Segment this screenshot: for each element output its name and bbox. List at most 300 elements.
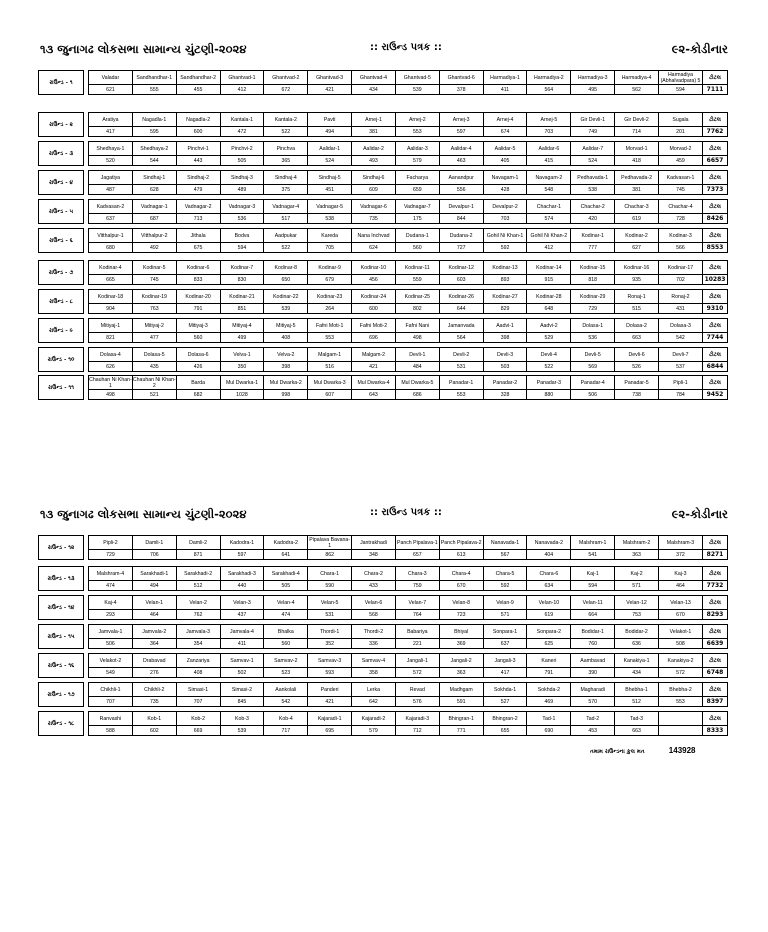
booth-name: Dolasa-6 <box>176 348 220 362</box>
booth-name: Kodinar-15 <box>571 261 615 275</box>
booth-votes: 352 <box>308 639 352 649</box>
booth-name: Revad <box>395 683 439 697</box>
booth-name: Kodinar-7 <box>220 261 264 275</box>
booth-name: Sokhda-2 <box>527 683 571 697</box>
booth-name: Pipli-2 <box>89 536 133 550</box>
total-label: ટોટલ <box>703 348 728 362</box>
booth-name: Velan-3 <box>220 596 264 610</box>
booth-name: Kanakiya-2 <box>658 654 702 668</box>
booth-name: Velan-9 <box>483 596 527 610</box>
booth-votes: 871 <box>176 550 220 560</box>
booth-votes: 609 <box>352 185 396 195</box>
booth-votes <box>658 726 702 736</box>
total-label: ટોટલ <box>703 200 728 214</box>
booth-votes: 492 <box>132 243 176 253</box>
booth-votes: 348 <box>352 550 396 560</box>
booth-votes: 998 <box>264 390 308 400</box>
booth-name: Sarakhadi-2 <box>176 567 220 581</box>
booth-votes: 619 <box>615 214 659 224</box>
booth-name: Kodinar-11 <box>395 261 439 275</box>
booth-name: Samvav-3 <box>308 654 352 668</box>
booth-name: Velan-4 <box>264 596 308 610</box>
booth-votes: 522 <box>264 127 308 137</box>
booth-votes: 474 <box>89 581 133 591</box>
booth-votes: 600 <box>176 127 220 137</box>
booth-votes: 735 <box>352 214 396 224</box>
booth-votes: 729 <box>89 550 133 560</box>
booth-name: Drabavad <box>132 654 176 668</box>
booth-name: Aalidar-3 <box>395 142 439 156</box>
total-label: ટોટલ <box>703 319 728 333</box>
booth-votes: 713 <box>176 214 220 224</box>
booth-votes: 506 <box>571 390 615 400</box>
booth-votes: 484 <box>395 362 439 372</box>
booth-votes: 531 <box>308 610 352 620</box>
booth-name: Fafni Moti-1 <box>308 319 352 333</box>
round-total: 8293 <box>703 610 728 620</box>
booth-name: Fafni Nani <box>395 319 439 333</box>
booth-votes: 591 <box>439 697 483 707</box>
booth-votes: 628 <box>132 185 176 195</box>
booth-votes: 791 <box>176 304 220 314</box>
booth-name: Bhiyal <box>439 625 483 639</box>
round-label: રાઉન્ડ - ૯ <box>39 319 84 343</box>
round-total: 7373 <box>703 185 728 195</box>
booth-votes: 417 <box>89 127 133 137</box>
booth-name: Mitiyaj-4 <box>220 319 264 333</box>
round-label: રાઉન્ડ - ૧૦ <box>39 348 84 372</box>
booth-votes: 564 <box>439 333 483 343</box>
booth-name: Panch Pipalava-1 <box>395 536 439 550</box>
booth-name: Sugala <box>658 113 702 127</box>
booth-votes: 560 <box>176 333 220 343</box>
booth-name: Kodinar-6 <box>176 261 220 275</box>
booth-name: Simasi-1 <box>176 683 220 697</box>
booth-name: Aalidar-5 <box>483 142 527 156</box>
booth-name: Aratiya <box>89 113 133 127</box>
booth-votes: 574 <box>527 214 571 224</box>
booth-name: Chara-6 <box>527 567 571 581</box>
booth-votes: 328 <box>483 390 527 400</box>
booth-name: Chauhan Ni Khan-2 <box>132 376 176 389</box>
round-label: રાઉન્ડ - ૧ <box>39 71 84 95</box>
booth-votes: 474 <box>264 610 308 620</box>
booth-name: Ronaj-1 <box>615 290 659 304</box>
booth-votes: 523 <box>264 668 308 678</box>
booth-name: Chachar-4 <box>658 200 702 214</box>
booth-votes: 670 <box>439 581 483 591</box>
booth-votes: 569 <box>571 362 615 372</box>
booth-votes: 421 <box>308 697 352 707</box>
round-table <box>38 711 728 736</box>
booth-votes: 451 <box>308 185 352 195</box>
booth-name: Kodinar-26 <box>439 290 483 304</box>
booth-votes: 707 <box>89 697 133 707</box>
booth-name: Vadnagar-4 <box>264 200 308 214</box>
booth-name: Barda <box>176 376 220 390</box>
booth-votes: 531 <box>439 362 483 372</box>
booth-votes: 537 <box>658 362 702 372</box>
booth-name: Velan-12 <box>615 596 659 610</box>
booth-votes: 405 <box>483 156 527 166</box>
booth-votes: 363 <box>615 550 659 560</box>
total-label: ટોટલ <box>703 712 728 726</box>
booth-name: Vadnagar-1 <box>132 200 176 214</box>
booth-votes: 541 <box>571 550 615 560</box>
booth-name: Shedhaya-1 <box>89 142 133 156</box>
booth-name: Kajaradi-3 <box>395 712 439 726</box>
booth-name: Bhalka <box>264 625 308 639</box>
booth-name: Kajaradi-2 <box>352 712 396 726</box>
booth-votes: 791 <box>527 668 571 678</box>
booth-name: Kareda <box>308 229 352 243</box>
booth-votes: 515 <box>615 304 659 314</box>
round-table <box>38 70 728 95</box>
booth-votes: 505 <box>220 156 264 166</box>
booth-votes: 469 <box>527 697 571 707</box>
total-label: ટોટલ <box>703 683 728 697</box>
booth-votes: 784 <box>658 390 702 400</box>
booth-votes: 702 <box>658 275 702 285</box>
round-table <box>38 170 728 195</box>
booth-votes: 663 <box>615 726 659 736</box>
booth-votes: 749 <box>571 127 615 137</box>
booth-name: Dolasa-5 <box>132 348 176 362</box>
total-label: ટોટલ <box>703 596 728 610</box>
booth-name: Aankolali <box>264 683 308 697</box>
section-header <box>40 42 728 58</box>
booth-name: Mul Dwarka-2 <box>264 376 308 390</box>
booth-votes: 664 <box>571 610 615 620</box>
booth-name: Sokhda-1 <box>483 683 527 697</box>
booth-votes: 695 <box>308 726 352 736</box>
booth-name: Kaj-1 <box>571 567 615 581</box>
grand-total-value: 143928 <box>668 746 696 755</box>
booth-name: Kob-3 <box>220 712 264 726</box>
booth-votes: 915 <box>527 275 571 285</box>
booth-name: Kodinar-12 <box>439 261 483 275</box>
booth-name: Velan-5 <box>308 596 352 610</box>
booth-name: Devli-3 <box>483 348 527 362</box>
booth-votes: 372 <box>658 550 702 560</box>
booth-votes: 553 <box>658 697 702 707</box>
booth-name: Jangali-1 <box>395 654 439 668</box>
round-total: 7732 <box>703 581 728 591</box>
booth-votes: 705 <box>308 243 352 253</box>
booth-votes: 516 <box>308 362 352 372</box>
round-total: 8553 <box>703 243 728 253</box>
booth-name: Panadar-4 <box>571 376 615 390</box>
booth-votes: 521 <box>132 390 176 400</box>
booth-name: Malgam-1 <box>308 348 352 362</box>
booth-name: Kodinar-23 <box>308 290 352 304</box>
booth-name: Sonpara-1 <box>483 625 527 639</box>
booth-name: Tad-3 <box>615 712 659 726</box>
booth-name: Aalidar-6 <box>527 142 571 156</box>
booth-name: Kodinar-25 <box>395 290 439 304</box>
round-total: 6639 <box>703 639 728 649</box>
booth-votes: 549 <box>89 668 133 678</box>
booth-votes: 845 <box>220 697 264 707</box>
booth-votes: 771 <box>439 726 483 736</box>
booth-votes: 714 <box>615 127 659 137</box>
booth-name: Panderi <box>308 683 352 697</box>
booth-votes: 421 <box>352 362 396 372</box>
booth-votes: 644 <box>439 304 483 314</box>
booth-name: Kodinar-2 <box>615 229 659 243</box>
booth-name: Damli-2 <box>176 536 220 550</box>
booth-votes: 690 <box>527 726 571 736</box>
booth-name: Devli-5 <box>571 348 615 362</box>
booth-votes: 579 <box>352 726 396 736</box>
booth-name: Kodinar-24 <box>352 290 396 304</box>
booth-name: Velan-1 <box>132 596 176 610</box>
booth-name: Bodidar-1 <box>571 625 615 639</box>
booth-name: Simasi-2 <box>220 683 264 697</box>
booth-votes: 426 <box>176 362 220 372</box>
round-table <box>38 228 728 253</box>
booth-votes: 201 <box>658 127 702 137</box>
booth-votes: 588 <box>89 726 133 736</box>
booth-votes: 408 <box>264 333 308 343</box>
booth-name: Babariya <box>395 625 439 639</box>
booth-votes: 568 <box>352 610 396 620</box>
total-label: ટોટલ <box>703 625 728 639</box>
round-table <box>38 682 728 707</box>
booth-name: Ronaj-2 <box>658 290 702 304</box>
booth-votes: 443 <box>176 156 220 166</box>
round-total: 6844 <box>703 362 728 372</box>
booth-name: Velva-2 <box>264 348 308 362</box>
round-total: 9452 <box>703 390 728 400</box>
booth-name: Devli-6 <box>615 348 659 362</box>
section-header <box>40 507 728 523</box>
header-title: ૧૩ જુનાગઢ લોકસભા સામાન્ય ચુંટણી-૨૦૨૪ <box>40 42 247 56</box>
booth-votes: 571 <box>615 581 659 591</box>
booth-votes: 1028 <box>220 390 264 400</box>
booth-name: Velan-6 <box>352 596 396 610</box>
booth-name: Pinchvi-1 <box>176 142 220 156</box>
booth-name: Bhebha-2 <box>658 683 702 697</box>
booth-name: Bodva <box>220 229 264 243</box>
round-table <box>38 535 728 560</box>
booth-name: Sindhaj-5 <box>308 171 352 185</box>
booth-votes: 508 <box>658 639 702 649</box>
booth-votes: 634 <box>527 581 571 591</box>
booth-votes: 564 <box>527 85 571 95</box>
booth-votes: 548 <box>527 185 571 195</box>
booth-votes: 354 <box>176 639 220 649</box>
booth-votes: 672 <box>264 85 308 95</box>
booth-votes: 594 <box>571 581 615 591</box>
booth-name: Mul Dwarka-3 <box>308 376 352 390</box>
booth-votes: 517 <box>264 214 308 224</box>
booth-name: Malgam-2 <box>352 348 396 362</box>
booth-votes: 728 <box>658 214 702 224</box>
booth-name: Aalidar-1 <box>308 142 352 156</box>
booth-name: Kodinar-10 <box>352 261 396 275</box>
booth-name: Chikhli-2 <box>132 683 176 697</box>
booth-name: Aadvi-2 <box>527 319 571 333</box>
round-total: 10283 <box>703 275 728 285</box>
booth-votes: 603 <box>439 275 483 285</box>
booth-votes: 417 <box>483 668 527 678</box>
booth-votes: 398 <box>483 333 527 343</box>
booth-votes: 682 <box>176 390 220 400</box>
header-title: ૧૩ જુનાગઢ લોકસભા સામાન્ય ચુંટણી-૨૦૨૪ <box>40 507 247 521</box>
round-label: રાઉન્ડ - ૩ <box>39 142 84 166</box>
booth-votes: 643 <box>352 390 396 400</box>
booth-votes: 802 <box>395 304 439 314</box>
booth-name: Chara-5 <box>483 567 527 581</box>
booth-name: Tad-1 <box>527 712 571 726</box>
booth-votes: 404 <box>527 550 571 560</box>
booth-votes: 935 <box>615 275 659 285</box>
booth-name: Aambavad <box>571 654 615 668</box>
booth-votes: 494 <box>308 127 352 137</box>
booth-name <box>658 712 702 726</box>
booth-votes: 851 <box>220 304 264 314</box>
booth-name: Panadar-1 <box>439 376 483 390</box>
booth-votes: 415 <box>527 156 571 166</box>
booth-votes: 637 <box>483 639 527 649</box>
booth-votes: 358 <box>352 668 396 678</box>
booth-votes: 655 <box>483 726 527 736</box>
booth-name: Arnej-1 <box>352 113 396 127</box>
booth-name: Devli-4 <box>527 348 571 362</box>
booth-votes: 412 <box>220 85 264 95</box>
booth-name: Kaj-2 <box>615 567 659 581</box>
header-center: :: રાઉન્ડ પત્રક :: <box>370 507 442 518</box>
booth-votes: 833 <box>176 275 220 285</box>
booth-name: Mitiyaj-2 <box>132 319 176 333</box>
booth-votes: 830 <box>220 275 264 285</box>
total-label: ટોટલ <box>703 567 728 581</box>
booth-votes: 431 <box>658 304 702 314</box>
booth-name: Kadodra-1 <box>220 536 264 550</box>
booth-votes: 893 <box>483 275 527 285</box>
booth-votes: 463 <box>439 156 483 166</box>
header-constituency: ૯૨-કોડીનાર <box>671 42 728 56</box>
round-label: રાઉન્ડ - ૫ <box>39 200 84 224</box>
booth-name: Malshram-3 <box>658 536 702 550</box>
round-table <box>38 199 728 224</box>
booth-name: Ghantvad-3 <box>308 71 352 85</box>
booth-votes: 336 <box>352 639 396 649</box>
booth-votes: 696 <box>352 333 396 343</box>
round-label: રાઉન્ડ - ૧૮ <box>39 712 84 736</box>
booth-votes: 538 <box>308 214 352 224</box>
booth-name: Kodinar-14 <box>527 261 571 275</box>
round-label: રાઉન્ડ - ૧૫ <box>39 625 84 649</box>
total-label: ટોટલ <box>703 113 728 127</box>
booth-votes: 576 <box>395 697 439 707</box>
booth-votes: 502 <box>220 668 264 678</box>
booth-name: Vadnagar-5 <box>308 200 352 214</box>
booth-votes: 821 <box>89 333 133 343</box>
booth-name: Mitiyaj-5 <box>264 319 308 333</box>
booth-votes: 648 <box>527 304 571 314</box>
booth-name: Nagadla-2 <box>176 113 220 127</box>
booth-name: Velan-10 <box>527 596 571 610</box>
round-table <box>38 112 728 137</box>
booth-votes: 602 <box>132 726 176 736</box>
booth-votes: 727 <box>439 243 483 253</box>
booth-votes: 624 <box>352 243 396 253</box>
booth-votes: 489 <box>220 185 264 195</box>
booth-name: Kanakiya-1 <box>615 654 659 668</box>
round-total: 6748 <box>703 668 728 678</box>
booth-votes: 428 <box>483 185 527 195</box>
booth-name: Jamvala-1 <box>89 625 133 639</box>
booth-votes: 553 <box>395 127 439 137</box>
booth-votes: 663 <box>615 333 659 343</box>
booth-name: Navagam-1 <box>483 171 527 185</box>
booth-name: Aanandpur <box>439 171 483 185</box>
booth-votes: 759 <box>395 581 439 591</box>
booth-votes: 175 <box>395 214 439 224</box>
booth-name: Arnej-2 <box>395 113 439 127</box>
booth-name: Devli-7 <box>658 348 702 362</box>
booth-votes: 381 <box>352 127 396 137</box>
booth-votes: 844 <box>439 214 483 224</box>
booth-votes: 687 <box>132 214 176 224</box>
round-total: 7744 <box>703 333 728 343</box>
booth-votes: 363 <box>439 668 483 678</box>
booth-votes: 503 <box>483 362 527 372</box>
booth-votes: 542 <box>264 697 308 707</box>
booth-name: Kadvasan-1 <box>658 171 702 185</box>
booth-name: Velakot-1 <box>658 625 702 639</box>
total-label: ટોટલ <box>703 171 728 185</box>
booth-name: Ghantvad-6 <box>439 71 483 85</box>
booth-name: Samvav-4 <box>352 654 396 668</box>
total-label: ટોટલ <box>703 71 728 85</box>
booth-votes: 637 <box>89 214 133 224</box>
booth-votes: 556 <box>439 185 483 195</box>
booth-votes: 745 <box>132 275 176 285</box>
booth-name: Kadvasan-2 <box>89 200 133 214</box>
booth-name: Thordi-1 <box>308 625 352 639</box>
total-label: ટોટલ <box>703 261 728 275</box>
booth-name: Kodinar-27 <box>483 290 527 304</box>
booth-name: Mitiyaj-1 <box>89 319 133 333</box>
booth-name: Velan-2 <box>176 596 220 610</box>
booth-votes: 559 <box>395 275 439 285</box>
booth-votes: 675 <box>176 243 220 253</box>
booth-name: Chauhan Ni Khan-1 <box>89 376 132 389</box>
booth-votes: 862 <box>308 550 352 560</box>
booth-votes: 657 <box>395 550 439 560</box>
booth-votes: 593 <box>308 668 352 678</box>
booth-votes: 904 <box>89 304 133 314</box>
booth-name: Sindhaj-6 <box>352 171 396 185</box>
booth-votes: 597 <box>220 550 264 560</box>
booth-name: Dudana-2 <box>439 229 483 243</box>
header-center: :: રાઉન્ડ પત્રક :: <box>370 42 442 53</box>
booth-name: Dolasa-4 <box>89 348 133 362</box>
booth-votes: 627 <box>615 243 659 253</box>
booth-votes: 717 <box>264 726 308 736</box>
booth-votes: 512 <box>176 581 220 591</box>
round-table <box>38 375 728 400</box>
booth-votes: 880 <box>527 390 571 400</box>
booth-name: Sindhaj-4 <box>264 171 308 185</box>
booth-votes: 665 <box>89 275 133 285</box>
booth-votes: 487 <box>89 185 133 195</box>
booth-votes: 522 <box>527 362 571 372</box>
booth-name: Aadpukar <box>264 229 308 243</box>
